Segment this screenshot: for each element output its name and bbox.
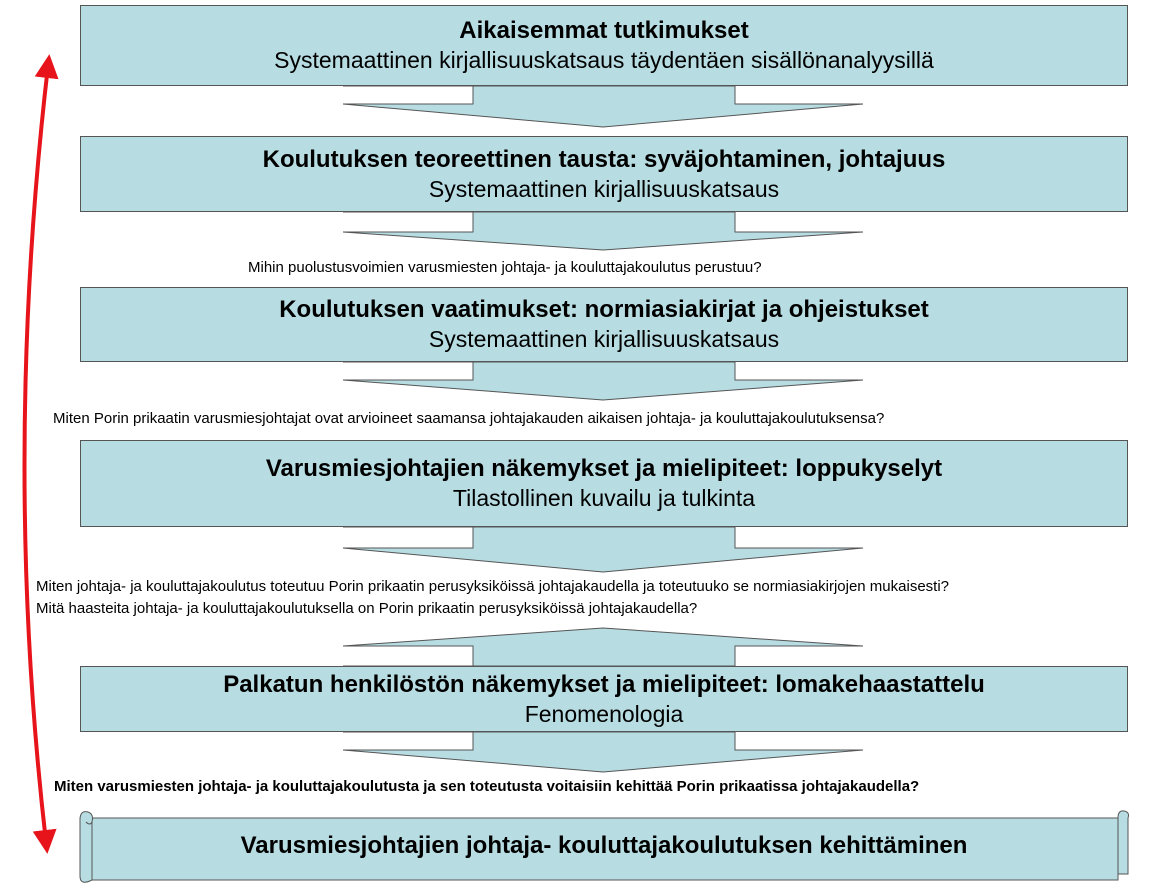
box-previous-research: [80, 5, 1128, 86]
box-subtitle: Systemaattinen kirjallisuuskatsaus: [428, 175, 780, 202]
research-question-3a: Miten johtaja- ja kouluttajakoulutus toteutuu Porin prikaatin perusyksiköissä johtajakaudella ja toteutuuko se normiasiakirjojen mukaisesti?: [36, 578, 950, 595]
flow-arrow-1: [343, 86, 863, 127]
box-subtitle: Systemaattinen kirjallisuuskatsaus täydentäen sisällönanalyysillä: [274, 47, 934, 73]
box-title: Varusmiesjohtajien näkemykset ja mielipiteet: loppukyselyt: [265, 455, 943, 482]
box-conscript-leader-views: [80, 440, 1128, 527]
research-question-1: Mihin puolustusvoimien varusmiesten johtaja- ja kouluttajakoulutus perustuu?: [248, 259, 762, 276]
flow-arrow-5: [343, 732, 863, 772]
flow-arrow-2: [343, 212, 863, 250]
box-staff-views: [80, 666, 1128, 732]
flow-arrow-up-5: [343, 628, 863, 666]
final-development-title: Varusmiesjohtajien johtaja- kouluttajakoulutuksen kehittäminen: [240, 831, 968, 859]
flow-arrow-3: [343, 362, 863, 400]
box-theoretical-background: [80, 136, 1128, 212]
research-question-2: Miten Porin prikaatin varusmiesjohtajat ovat arvioineet saamansa johtajakauden aikaisen johtaja- ja kouluttajakoulutuksensa?: [53, 410, 885, 427]
box-title: Aikaisemmat tutkimukset: [459, 17, 749, 44]
flow-arrow-4: [343, 527, 863, 572]
box-title: Koulutuksen teoreettinen tausta: syväjohtaminen, johtajuus: [262, 145, 946, 173]
research-question-4: Miten varusmiesten johtaja- ja kouluttajakoulutusta ja sen toteutusta voitaisiin kehittää Porin prikaatissa johtajakaudella?: [54, 778, 920, 795]
box-subtitle: Fenomenologia: [524, 700, 684, 727]
box-subtitle: Systemaattinen kirjallisuuskatsaus: [428, 326, 780, 352]
box-title: Palkatun henkilöstön näkemykset ja mielipiteet: lomakehaastattelu: [223, 670, 985, 698]
box-training-requirements: [80, 287, 1128, 362]
box-subtitle: Tilastollinen kuvailu ja tulkinta: [452, 485, 756, 511]
feedback-double-arrow: [24, 66, 48, 842]
box-title: Koulutuksen vaatimukset: normiasiakirjat ja ohjeistukset: [279, 296, 929, 323]
research-question-3b: Mitä haasteita johtaja- ja kouluttajakoulutuksella on Porin prikaatin perusyksiköissä johtajakaudella?: [36, 600, 698, 617]
